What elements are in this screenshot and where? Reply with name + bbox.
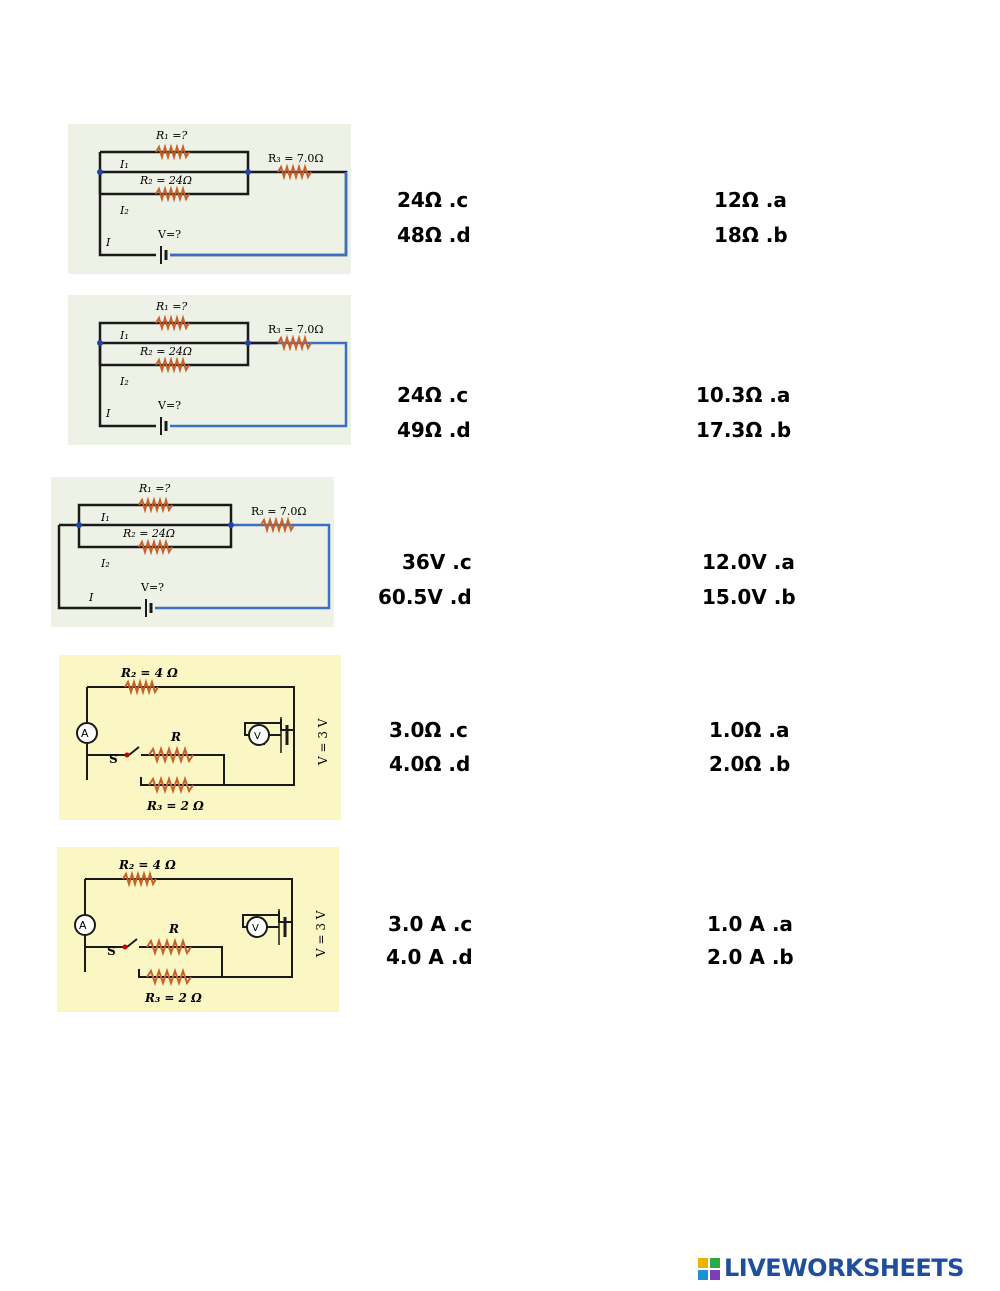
option-c[interactable]: 24Ω .c — [397, 188, 469, 212]
option-c[interactable]: 24Ω .c — [397, 383, 469, 407]
voltmeter-label: V — [254, 731, 261, 742]
option-c[interactable]: 36V .c — [402, 550, 472, 574]
label-i1: I₁ — [120, 329, 129, 342]
label-v: V=? — [158, 228, 182, 241]
label-r2: R₂ = 4 Ω — [119, 858, 176, 872]
option-c[interactable]: 3.0 A .c — [388, 912, 473, 936]
option-d[interactable]: 48Ω .d — [397, 223, 471, 247]
option-d[interactable]: 49Ω .d — [397, 418, 471, 442]
brand-name: LIVEWORKSHEETS — [724, 1254, 964, 1282]
label-s: S — [107, 944, 116, 958]
label-r: R — [169, 922, 179, 936]
option-d[interactable]: 60.5V .d — [378, 585, 472, 609]
label-r3: R₃ = 2 Ω — [147, 799, 204, 813]
label-i1: I₁ — [120, 158, 129, 171]
label-r1: R₁ =? — [156, 300, 188, 313]
liveworksheets-logo — [698, 1254, 998, 1286]
label-s: S — [109, 752, 118, 766]
label-v: V=? — [158, 399, 182, 412]
option-a[interactable]: 12.0V .a — [702, 550, 795, 574]
label-v: V=? — [141, 581, 165, 594]
ammeter-label: A — [79, 919, 87, 932]
label-r2: R₂ = 24Ω — [123, 527, 176, 540]
option-a[interactable]: 1.0Ω .a — [709, 718, 790, 742]
option-b[interactable]: 15.0V .b — [702, 585, 796, 609]
option-b[interactable]: 18Ω .b — [714, 223, 788, 247]
circuit-diagram-9 — [59, 655, 341, 820]
circuit-diagram-8 — [51, 477, 334, 627]
label-r3: R₃ = 7.0Ω — [251, 505, 307, 518]
label-r3: R₃ = 7.0Ω — [268, 323, 324, 336]
option-d[interactable]: 4.0 A .d — [386, 945, 473, 969]
label-r1: R₁ =? — [139, 482, 171, 495]
option-b[interactable]: 2.0Ω .b — [709, 752, 791, 776]
option-a[interactable]: 1.0 A .a — [707, 912, 793, 936]
option-b[interactable]: 17.3Ω .b — [696, 418, 792, 442]
option-b[interactable]: 2.0 A .b — [707, 945, 794, 969]
option-a[interactable]: 12Ω .a — [714, 188, 787, 212]
label-v: V = 3 V — [314, 910, 328, 957]
label-r2: R₂ = 24Ω — [140, 345, 193, 358]
label-i2: I₂ — [120, 204, 129, 217]
label-v: V = 3 V — [316, 718, 330, 765]
option-c[interactable]: 3.0Ω .c — [389, 718, 468, 742]
label-i: I — [89, 591, 94, 604]
label-i: I — [106, 407, 111, 420]
circuit-diagram-7 — [68, 295, 351, 445]
label-r2: R₂ = 24Ω — [140, 174, 193, 187]
logo-icon — [698, 1258, 720, 1280]
label-r2: R₂ = 4 Ω — [121, 666, 178, 680]
label-r1: R₁ =? — [156, 129, 188, 142]
circuit-diagram-10 — [57, 847, 339, 1012]
option-a[interactable]: 10.3Ω .a — [696, 383, 791, 407]
label-i2: I₂ — [120, 375, 129, 388]
label-r: R — [171, 730, 181, 744]
circuit-diagram-6 — [68, 124, 351, 274]
label-i2: I₂ — [101, 557, 110, 570]
label-r3: R₃ = 2 Ω — [145, 991, 202, 1005]
voltmeter-label: V — [252, 923, 259, 934]
option-d[interactable]: 4.0Ω .d — [389, 752, 471, 776]
label-r3: R₃ = 7.0Ω — [268, 152, 324, 165]
label-i1: I₁ — [101, 511, 110, 524]
label-i: I — [106, 236, 111, 249]
ammeter-label: A — [81, 727, 89, 740]
